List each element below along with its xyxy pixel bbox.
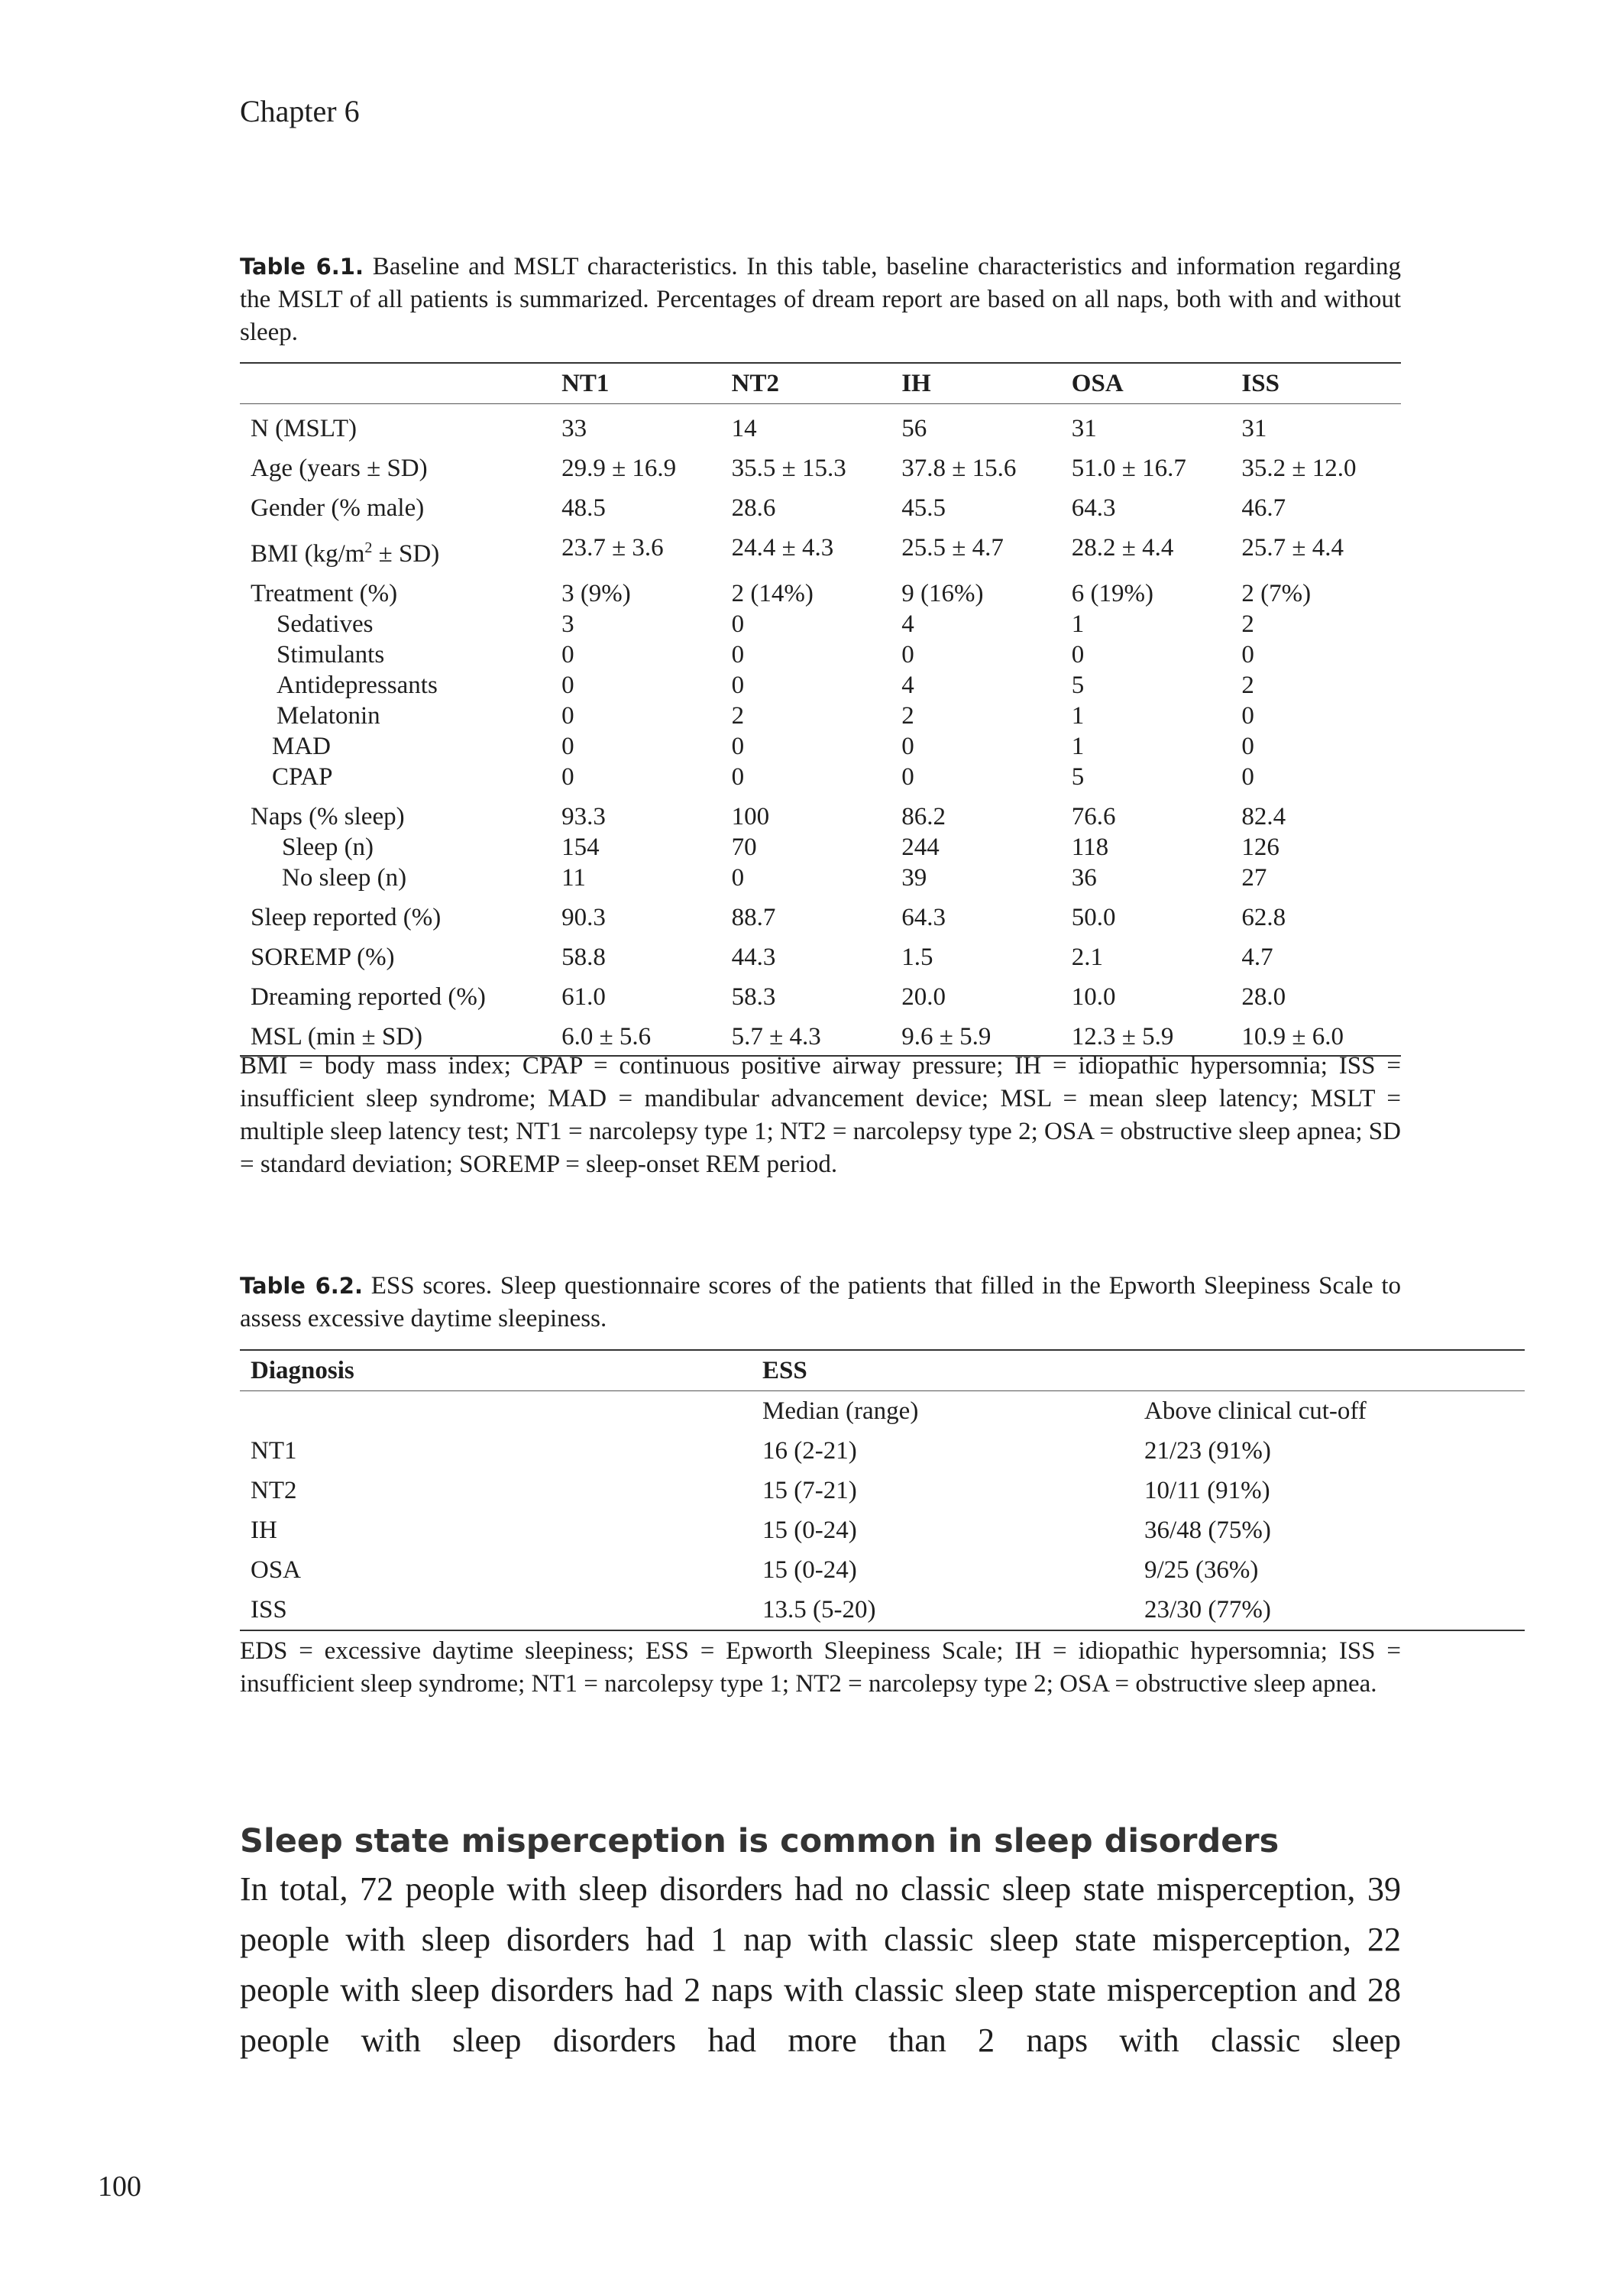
cell: 6.0 ± 5.6	[561, 1023, 652, 1050]
table2	[240, 1349, 1525, 1631]
cell: 82.4	[1241, 803, 1286, 830]
cell: 0	[1241, 641, 1254, 668]
cell: 45.5	[901, 494, 946, 522]
row-label: Sedatives	[277, 610, 374, 638]
cell: 24.4 ± 4.3	[731, 534, 834, 562]
table-row	[240, 1550, 1525, 1590]
table2-footnote: EDS = excessive daytime sleepiness; ESS = Epworth Sleepiness Scale; IH = idiopathic hypersomnia; ISS = insufficient sleep syndrome; NT1 = narcolepsy type 1; NT2 = narcolepsy type 2; OSA = obstructive sleep apnea.	[240, 1637, 1401, 1698]
cell: 0	[1241, 733, 1254, 760]
cell: 62.8	[1241, 904, 1286, 931]
body-paragraph: In total, 72 people with sleep disorders had no classic sleep state misperception, 39 people with sleep disorders had 1 nap with classic sleep state misperception, 22 people with sleep disorders had 2 naps with classic sleep state misperception and 28 people with sleep disorders had more than 2 naps with classic sleep	[240, 1870, 1401, 2059]
cell: 10.9 ± 6.0	[1241, 1023, 1344, 1050]
cell: 2 (14%)	[731, 580, 814, 607]
row-label: No sleep (n)	[282, 864, 407, 892]
row-label: Sleep reported (%)	[251, 904, 442, 931]
cell: 126	[1241, 834, 1279, 861]
cell: 2 (7%)	[1241, 580, 1312, 607]
table-row	[240, 484, 1401, 523]
cell: 3 (9%)	[561, 580, 631, 607]
table-row	[240, 1431, 1525, 1471]
median-cell: 15 (0-24)	[762, 1556, 857, 1584]
cell: 2	[1241, 672, 1254, 699]
cell: 9 (16%)	[901, 580, 984, 607]
table-row	[240, 863, 1401, 893]
page-number: 100	[98, 2171, 141, 2203]
cell: 0	[731, 733, 745, 760]
table2-header-row	[240, 1350, 1525, 1391]
cell: 1	[1071, 733, 1085, 760]
cell: 50.0	[1071, 904, 1116, 931]
median-cell: 15 (0-24)	[762, 1517, 857, 1544]
table2-label: Table 6.2.	[240, 1273, 363, 1299]
cell: 33	[561, 415, 587, 442]
cell: 88.7	[731, 904, 776, 931]
cell: 244	[901, 834, 940, 861]
cell: 0	[731, 672, 745, 699]
table-row	[240, 523, 1401, 569]
row-label: MSL (min ± SD)	[251, 1023, 422, 1050]
row-label: Naps (% sleep)	[251, 803, 405, 830]
cell: 100	[731, 803, 770, 830]
cell: 2	[731, 702, 745, 730]
row-label: Sleep (n)	[282, 834, 374, 861]
table-row	[240, 973, 1401, 1012]
cell: 93.3	[561, 803, 606, 830]
table-row	[240, 670, 1401, 701]
table-row	[240, 762, 1401, 792]
cell: 10.0	[1071, 983, 1116, 1011]
table-row	[240, 933, 1401, 973]
row-label: Age (years ± SD)	[251, 455, 428, 482]
section-heading: Sleep state misperception is common in sleep disorders	[240, 1822, 1279, 1860]
cell: 0	[561, 702, 574, 730]
median-cell: 15 (7-21)	[762, 1477, 857, 1504]
cell: 48.5	[561, 494, 606, 522]
table2-col-header-diagnosis: Diagnosis	[240, 1350, 752, 1391]
cell: 20.0	[901, 983, 946, 1011]
table-row	[240, 1590, 1525, 1630]
row-label: Treatment (%)	[251, 580, 398, 607]
cell: 28.2 ± 4.4	[1071, 534, 1174, 562]
cell: 0	[901, 763, 914, 791]
cell: 35.2 ± 12.0	[1241, 455, 1357, 482]
cell: 5	[1071, 763, 1085, 791]
cell: 31	[1071, 415, 1097, 442]
table1-col-header: IH	[891, 363, 1061, 404]
diagnosis-cell: NT1	[251, 1437, 297, 1465]
cell: 1	[1071, 702, 1085, 730]
table2-subheader-cutoff: Above clinical cut-off	[1144, 1397, 1367, 1425]
cell: 0	[561, 672, 574, 699]
cell: 29.9 ± 16.9	[561, 455, 677, 482]
cell: 25.5 ± 4.7	[901, 534, 1004, 562]
cell: 1.5	[901, 944, 933, 971]
table-row	[240, 832, 1401, 863]
cell: 39	[901, 864, 927, 892]
cell: 0	[901, 733, 914, 760]
table1-header-row	[240, 363, 1401, 404]
diagnosis-cell: IH	[251, 1517, 277, 1544]
cell: 61.0	[561, 983, 606, 1011]
table2-col-header-ess: ESS	[752, 1350, 1134, 1391]
table1	[240, 362, 1401, 1057]
cell: 3	[561, 610, 574, 638]
cell: 86.2	[901, 803, 946, 830]
diagnosis-cell: OSA	[251, 1556, 302, 1584]
cell: 11	[561, 864, 586, 892]
table-row	[240, 792, 1401, 832]
cell: 118	[1071, 834, 1109, 861]
cell: 2.1	[1071, 944, 1104, 971]
table2-caption	[240, 1270, 1401, 1335]
cell: 51.0 ± 16.7	[1071, 455, 1186, 482]
cell: 0	[561, 641, 574, 668]
cell: 0	[1241, 702, 1254, 730]
table-row	[240, 404, 1401, 445]
table-row	[240, 1471, 1525, 1510]
cell: 28.6	[731, 494, 776, 522]
cell: 0	[731, 763, 745, 791]
cell: 28.0	[1241, 983, 1286, 1011]
cell: 23.7 ± 3.6	[561, 534, 664, 562]
cell: 64.3	[1071, 494, 1116, 522]
cell: 0	[731, 641, 745, 668]
cell: 2	[1241, 610, 1254, 638]
cutoff-cell: 9/25 (36%)	[1144, 1556, 1259, 1584]
row-label: Melatonin	[277, 702, 380, 730]
cell: 154	[561, 834, 600, 861]
median-cell: 13.5 (5-20)	[762, 1596, 876, 1624]
table1-label: Table 6.1.	[240, 254, 364, 280]
cell: 5.7 ± 4.3	[731, 1023, 821, 1050]
cutoff-cell: 23/30 (77%)	[1144, 1596, 1271, 1624]
median-cell: 16 (2-21)	[762, 1437, 857, 1465]
cell: 25.7 ± 4.4	[1241, 534, 1344, 562]
table2-caption-text: ESS scores. Sleep questionnaire scores of the patients that filled in the Epworth Sleepiness Scale to assess excessive daytime sleepiness.	[240, 1272, 1401, 1332]
table2-subheader-row	[240, 1391, 1525, 1432]
row-label: Antidepressants	[277, 672, 438, 699]
cell: 4	[901, 672, 914, 699]
table1-col-header: NT1	[551, 363, 721, 404]
bmi-label-post: ± SD)	[372, 540, 440, 568]
cell: 58.8	[561, 944, 606, 971]
row-label: Dreaming reported (%)	[251, 983, 486, 1011]
table1-header-empty	[240, 363, 551, 404]
cell: 0	[731, 864, 745, 892]
cell: 27	[1241, 864, 1267, 892]
cell: 64.3	[901, 904, 946, 931]
table2-header-empty	[1134, 1350, 1525, 1391]
cutoff-cell: 36/48 (75%)	[1144, 1517, 1271, 1544]
table-row	[240, 731, 1401, 762]
diagnosis-cell: NT2	[251, 1477, 297, 1504]
table2-subheader-median: Median (range)	[762, 1397, 919, 1425]
table-row	[240, 639, 1401, 670]
row-label: N (MSLT)	[251, 415, 357, 442]
table-row	[240, 444, 1401, 484]
table-row	[240, 609, 1401, 639]
cell: 12.3 ± 5.9	[1071, 1023, 1174, 1050]
cell: 76.6	[1071, 803, 1116, 830]
row-label: Stimulants	[277, 641, 385, 668]
row-label: MAD	[272, 733, 332, 760]
cell: 0	[561, 733, 574, 760]
table1-caption	[240, 251, 1401, 349]
table1-footnote: BMI = body mass index; CPAP = continuous positive airway pressure; IH = idiopathic hypersomnia; ISS = insufficient sleep syndrome; MAD = mandibular advancement device; MSL = mean sleep latency; MSLT = multiple sleep latency test; NT1 = narcolepsy type 1; NT2 = narcolepsy type 2; OSA = obstructive sleep apnea; SD = standard deviation; SOREMP = sleep-onset REM period.	[240, 1052, 1401, 1178]
cell: 0	[1241, 763, 1254, 791]
cell: 5	[1071, 672, 1085, 699]
cutoff-cell: 21/23 (91%)	[1144, 1437, 1271, 1465]
table2-subheader-empty	[240, 1391, 752, 1432]
table-row	[240, 893, 1401, 933]
table1-col-header: NT2	[721, 363, 891, 404]
cell: 1	[1071, 610, 1085, 638]
table1-caption-text: Baseline and MSLT characteristics. In this table, baseline characteristics and information regarding the MSLT of all patients is summarized. Percentages of dream report are based on all naps, both with and without sleep.	[240, 253, 1401, 346]
cell: 0	[1071, 641, 1085, 668]
table1-col-header: OSA	[1061, 363, 1231, 404]
cell: 6 (19%)	[1071, 580, 1154, 607]
cell: 58.3	[731, 983, 776, 1011]
cutoff-cell: 10/11 (91%)	[1144, 1477, 1270, 1504]
cell: 0	[561, 763, 574, 791]
table-row	[240, 569, 1401, 609]
bmi-label-pre: BMI (kg/m	[251, 540, 365, 568]
cell: 46.7	[1241, 494, 1286, 522]
cell: 56	[901, 415, 927, 442]
cell: 0	[901, 641, 914, 668]
cell: 44.3	[731, 944, 776, 971]
cell: 9.6 ± 5.9	[901, 1023, 992, 1050]
row-label: Gender (% male)	[251, 494, 425, 522]
bmi-label-sup: 2	[364, 539, 373, 556]
cell: 36	[1071, 864, 1097, 892]
cell: 37.8 ± 15.6	[901, 455, 1017, 482]
row-label: CPAP	[272, 763, 333, 791]
table-row	[240, 701, 1401, 731]
cell: 70	[731, 834, 757, 861]
row-label: SOREMP (%)	[251, 944, 395, 971]
cell: 35.5 ± 15.3	[731, 455, 846, 482]
diagnosis-cell: ISS	[251, 1596, 287, 1624]
row-label	[240, 523, 551, 569]
cell: 4.7	[1241, 944, 1273, 971]
cell: 4	[901, 610, 914, 638]
chapter-header: Chapter 6	[240, 94, 360, 128]
cell: 0	[731, 610, 745, 638]
table-row	[240, 1510, 1525, 1550]
cell: 31	[1241, 415, 1267, 442]
table1-col-header: ISS	[1231, 363, 1401, 404]
cell: 14	[731, 415, 757, 442]
cell: 2	[901, 702, 914, 730]
cell: 90.3	[561, 904, 606, 931]
